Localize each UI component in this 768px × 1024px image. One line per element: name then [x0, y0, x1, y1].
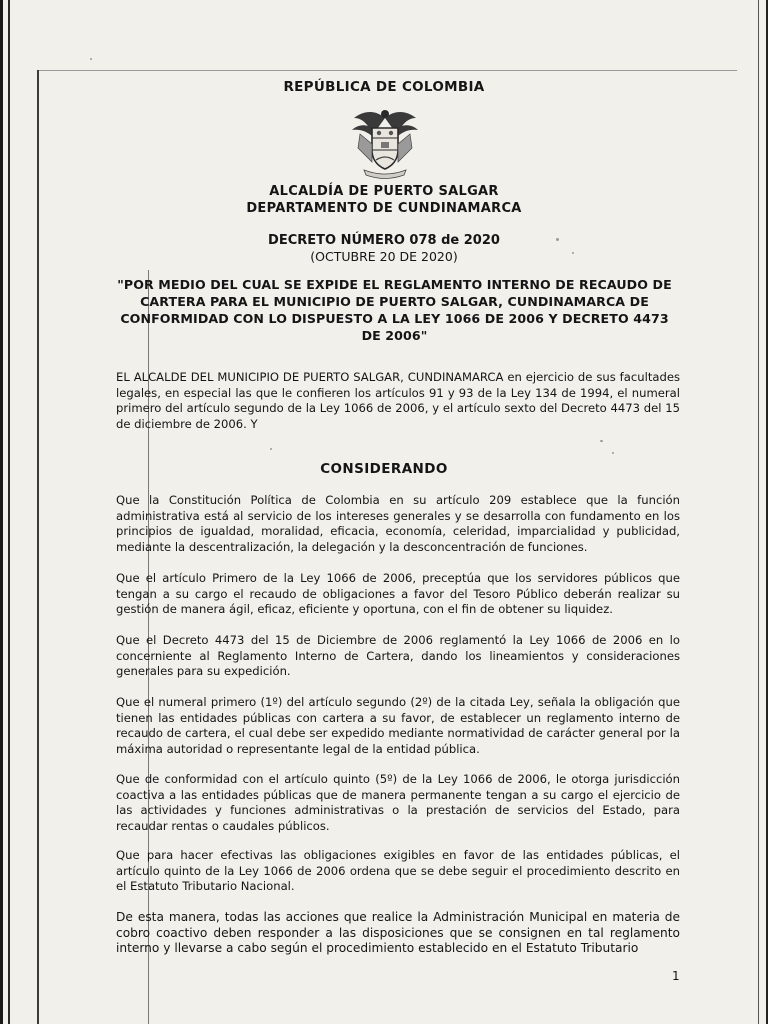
department-heading: DEPARTAMENTO DE CUNDINAMARCA	[246, 201, 522, 216]
scan-speck	[90, 58, 92, 60]
scan-speck	[572, 252, 574, 254]
decree-number: DECRETO NÚMERO 078 de 2020	[268, 233, 500, 248]
considerando-paragraph: Que el artículo Primero de la Ley 1066 de 2006, preceptúa que los servidores públicos que tengan a su cargo el recaudo de obligaciones a favor del Tesoro Público deberán realizar su gestión de manera ágil, eficaz, eficiente y oportuna, con el fin de obtener su liquidez.	[116, 571, 680, 617]
scan-speck	[270, 448, 272, 450]
considerando-paragraph: Que el numeral primero (1º) del artículo segundo (2º) de la citada Ley, señala la obligación que tienen las entidades públicas con cartera a su favor, de establecer un reglamento interno de recaudo de cartera, el cual debe ser expedido mediante normatividad de carácter general por la máxima autoridad o representante legal de la entidad pública.	[116, 695, 680, 756]
considerando-paragraph: Que la Constitución Política de Colombia en su artículo 209 establece que la función administrativa está al servicio de los intereses generales y se desarrolla con fundamento en los principios de igualdad, moralidad, eficacia, economía, celeridad, imparcialidad y publicidad, mediante la descentralización, la delegación y la desconcentración de funciones.	[116, 493, 680, 554]
section-heading: CONSIDERANDO	[320, 461, 448, 477]
considerando-paragraph: De esta manera, todas las acciones que realice la Administración Municipal en materia de cobro coactivo deben responder a las disposiciones que se consignen en tal reglamento interno y llevarse a cabo según el procedimiento establecido en el Estatuto Tributario	[116, 910, 680, 956]
scan-edge-left	[0, 0, 18, 1024]
considerando-paragraph: Que de conformidad con el artículo quinto (5º) de la Ley 1066 de 2006, le otorga jurisdicción coactiva a las entidades públicas que de manera permanente tengan a su cargo el ejercicio de las actividades y funciones administrativas o la prestación de servicios del Estado, para recaudar rentas o caudales públicos.	[116, 772, 680, 833]
country-heading: REPÚBLICA DE COLOMBIA	[283, 79, 485, 95]
decree-title: "POR MEDIO DEL CUAL SE EXPIDE EL REGLAMENTO INTERNO DE RECAUDO DE CARTERA PARA EL MUNICIPIO DE PUERTO SALGAR, CUNDINAMARCA DE CONFORMIDAD CON LO DISPUESTO A LA LEY 1066 DE 2006 Y DECRETO 4473 DE 2006"	[117, 277, 672, 343]
page-number: 1	[672, 969, 680, 983]
intro-paragraph: EL ALCALDE DEL MUNICIPIO DE PUERTO SALGAR, CUNDINAMARCA en ejercicio de sus facultades legales, en especial las que le confieren los artículos 91 y 93 de la Ley 134 de 1994, el numeral primero del artículo segundo de la Ley 1066 de 2006, y el artículo sexto del Decreto 4473 del 15 de diciembre de 2006. Y	[116, 370, 680, 431]
decree-date: (OCTUBRE 20 DE 2020)	[310, 249, 458, 264]
considerando-paragraph: Que el Decreto 4473 del 15 de Diciembre de 2006 reglamentó la Ley 1066 de 2006 en lo concerniente al Reglamento Interno de Cartera, dando los lineamientos y consideraciones generales para su expedición.	[116, 633, 680, 679]
colombia-coat-of-arms-icon	[346, 104, 424, 180]
scan-speck	[556, 238, 559, 241]
mayoralty-heading: ALCALDÍA DE PUERTO SALGAR	[269, 184, 499, 199]
scan-speck	[600, 440, 603, 442]
considerando-paragraph: Que para hacer efectivas las obligaciones exigibles en favor de las entidades públicas, el artículo quinto de la Ley 1066 de 2006 ordena que se debe seguir el procedimiento descrito en el Estatuto Tributario Nacional.	[116, 848, 680, 894]
scan-edge-right	[754, 0, 768, 1024]
scan-frame-top	[37, 70, 737, 71]
scan-speck	[612, 452, 614, 454]
